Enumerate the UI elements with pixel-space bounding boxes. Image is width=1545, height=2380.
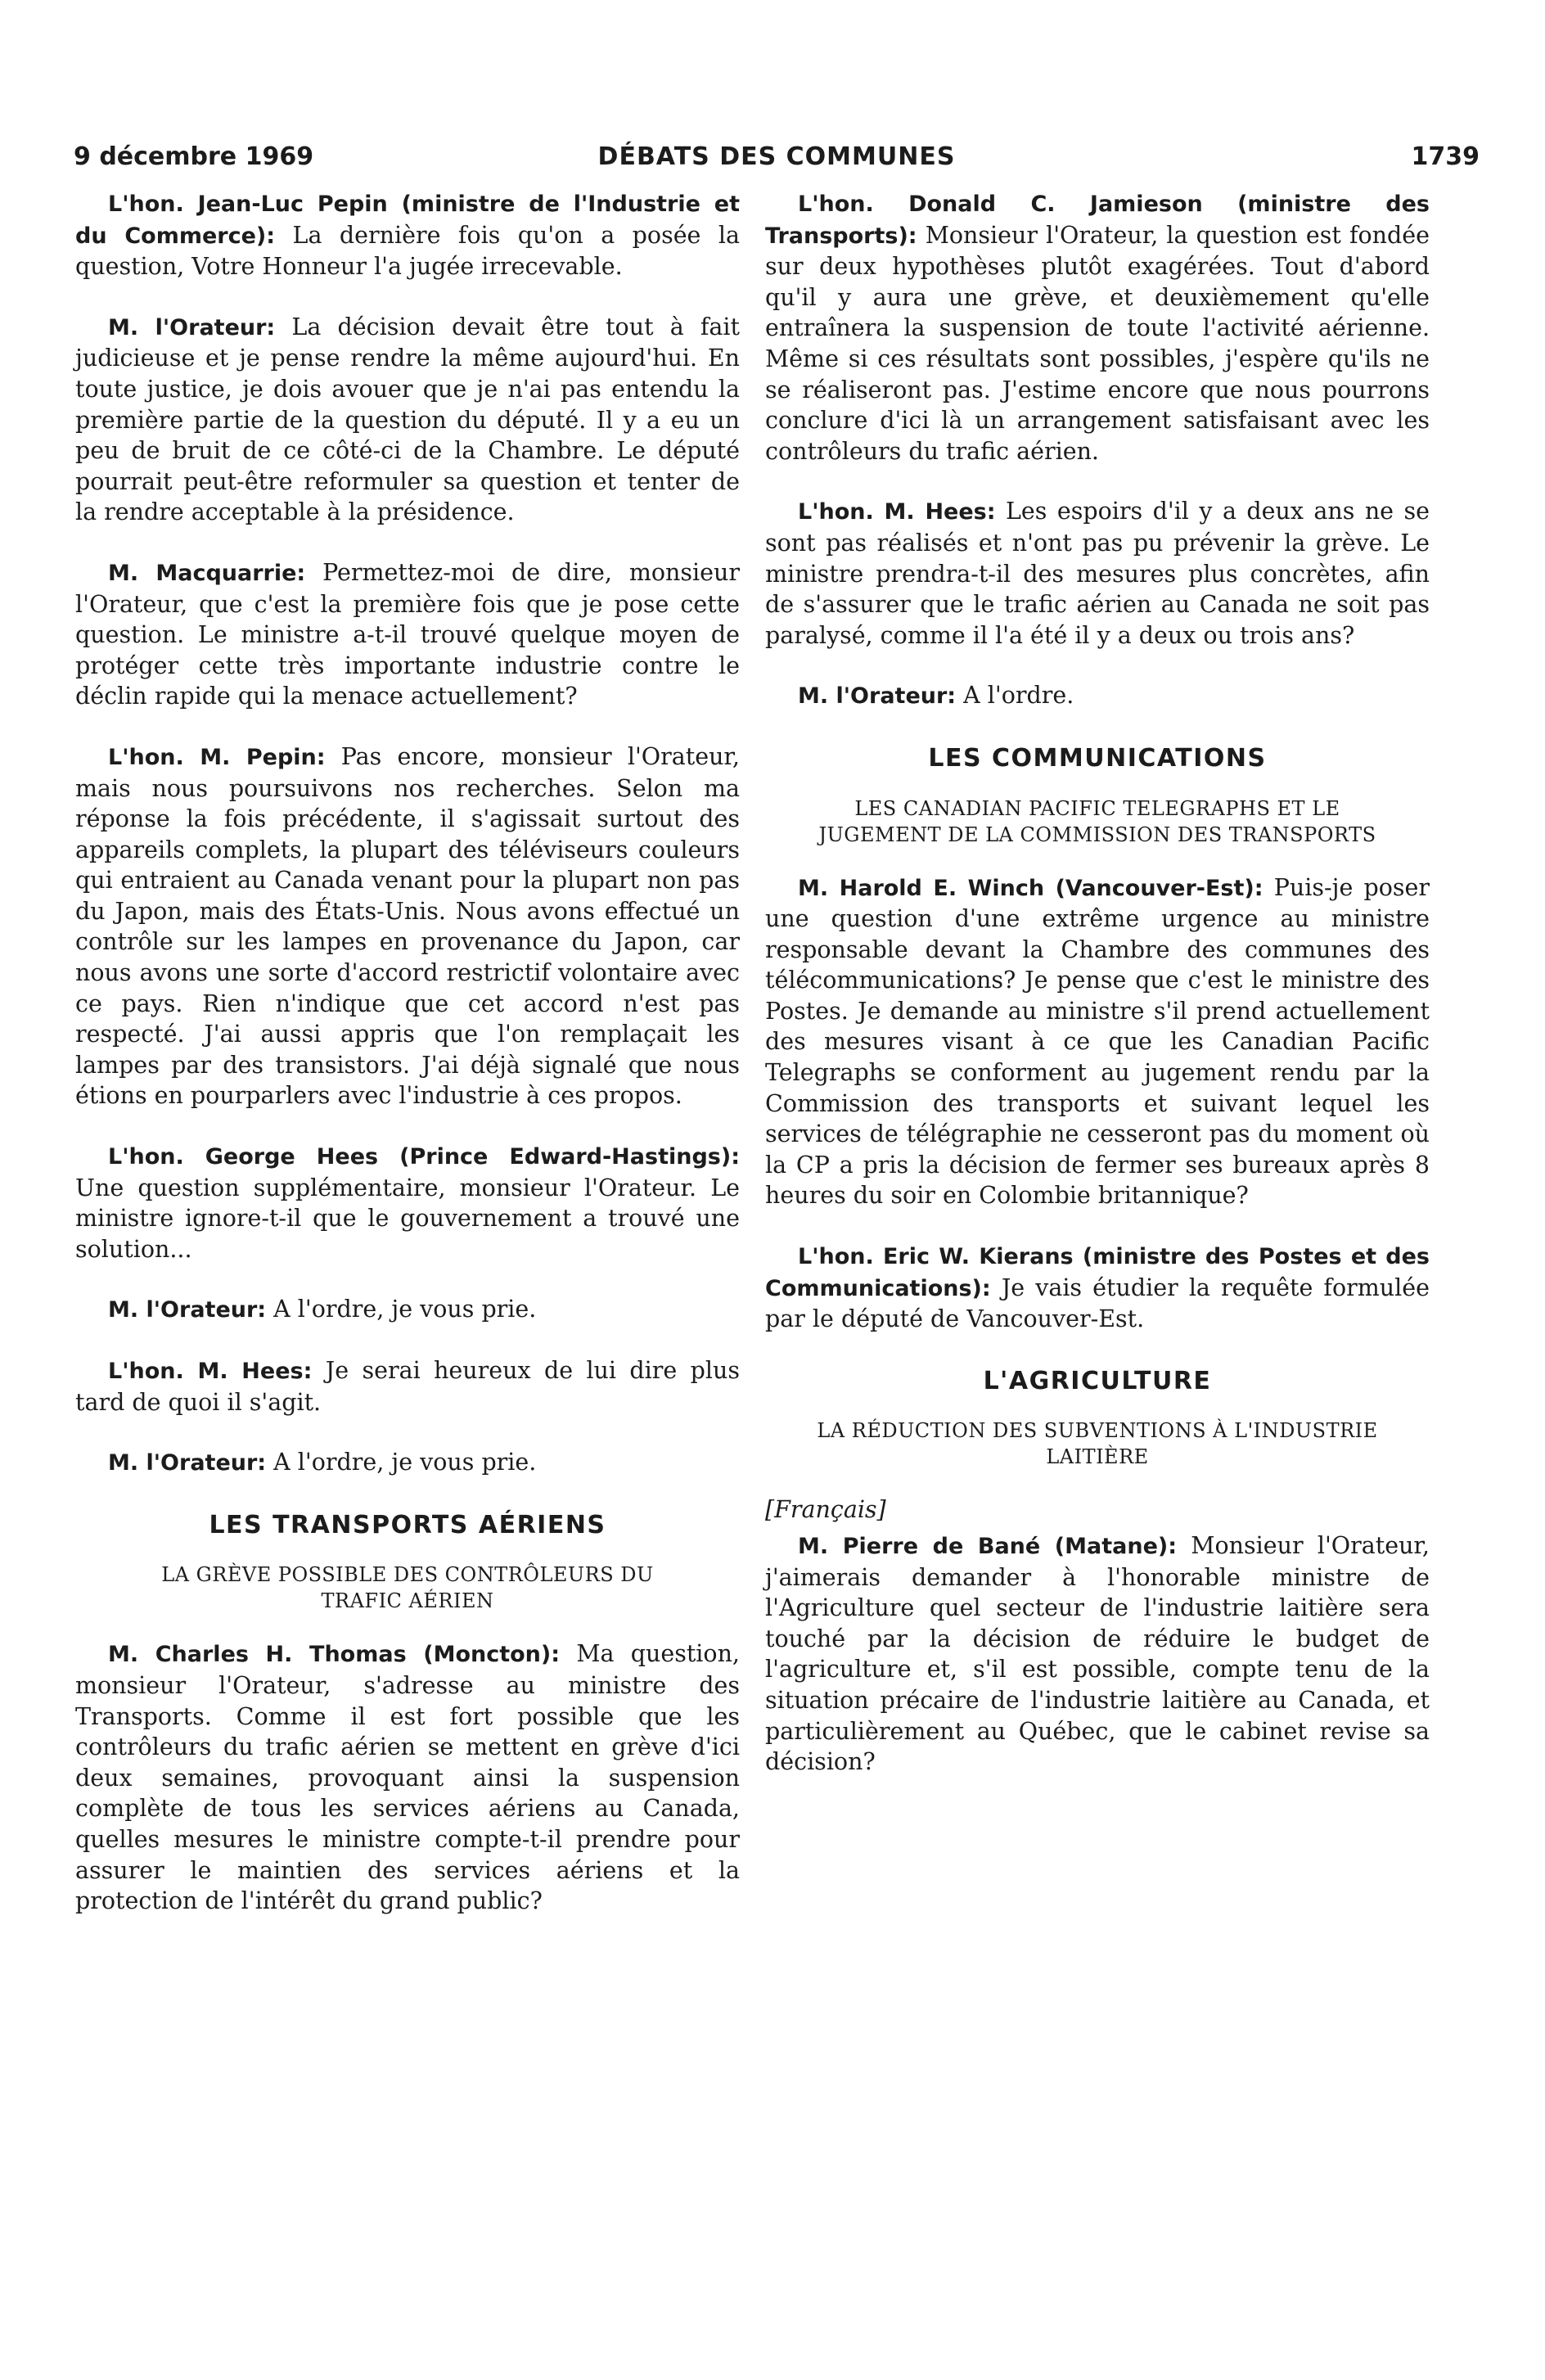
speech-text: Les espoirs d'il y a deux ans ne se sont pas réalisés et n'ont pas pu prévenir la grève. Le ministre prendra-t-il des mesures plus concrètes, afin de s'assurer que le trafic aérien au Canada ne soit pas paralysé, comme il l'a été il y a deux ou trois ans? <box>765 498 1430 649</box>
speech-paragraph <box>765 1530 1430 1778</box>
speech-text: Pas encore, monsieur l'Orateur, mais nous poursuivons nos recherches. Selon ma réponse la fois précédente, il s'agissait surtout des appareils complets, la plupart des téléviseurs couleurs qui entraient au Canada venant pour la plupart non pas du Japon, mais des États-Unis. Nous avons effectué un contrôle sur les lampes en provenance du Japon, car nous avons une sorte d'accord restrictif volontaire avec ce pays. Rien n'indique que cet accord n'est pas respecté. J'ai aussi appris que l'on remplaçait les lampes par des transistors. J'ai déjà signalé que nous étions en pourparlers avec l'industrie à ces propos. <box>75 742 740 1110</box>
header-title: DÉBATS DES COMMUNES <box>597 142 956 171</box>
speech-paragraph <box>75 312 740 528</box>
speech-paragraph <box>765 680 1430 712</box>
speaker-name: M. Harold E. Winch (Vancouver-Est): <box>798 875 1263 901</box>
speech-paragraph <box>75 741 740 1111</box>
speaker-name: L'hon. M. Hees: <box>798 499 996 525</box>
section-heading: LES TRANSPORTS AÉRIENS <box>209 1510 606 1539</box>
speech-paragraph <box>765 188 1430 467</box>
section-subheading: LES CANADIAN PACIFIC TELEGRAPHS ET LE JUGEMENT DE LA COMMISSION DES TRANSPORTS <box>818 796 1376 846</box>
speech-paragraph <box>75 1639 740 1916</box>
speech-paragraph <box>75 1294 740 1326</box>
language-note: [Français] <box>765 1496 886 1524</box>
speech-text: La dernière fois qu'on a posée la question, Votre Honneur l'a jugée irrecevable. <box>75 221 740 281</box>
speech-paragraph <box>75 557 740 712</box>
speech-text: La décision devait être tout à fait judicieuse et je pense rendre la même aujourd'hui. En toute justice, je dois avouer que je n'ai pas entendu la première partie de la question du député. Il y a eu un peu de bruit de ce côté-ci de la Chambre. Le député pourrait peut-être reformuler sa question et tenter de la rendre acceptable à la présidence. <box>75 313 740 526</box>
page-number: 1739 <box>1411 142 1480 171</box>
section-heading: L'AGRICULTURE <box>983 1366 1212 1395</box>
speaker-name: L'hon. George Hees (Prince Edward-Hastings): <box>108 1144 740 1170</box>
speech-paragraph <box>75 1447 740 1479</box>
speaker-name: M. l'Orateur: <box>108 1297 267 1323</box>
speaker-name: M. Charles H. Thomas (Moncton): <box>108 1642 561 1668</box>
speech-text: Permettez-moi de dire, monsieur l'Orateur, que c'est la première fois que je pose cette question. Le ministre a-t-il trouvé quelque moyen de protéger cette très importante industrie contre le déclin rapide qui la menace actuellement? <box>75 558 740 710</box>
speaker-name: M. Pierre de Bané (Matane): <box>798 1534 1178 1559</box>
section-subheading: LA RÉDUCTION DES SUBVENTIONS À L'INDUSTRIE LAITIÈRE <box>817 1419 1378 1469</box>
speaker-name: L'hon. Donald C. Jamieson (ministre des Transports): <box>765 192 1430 249</box>
speech-paragraph <box>75 1355 740 1418</box>
speech-text: Je vais étudier la requête formulée par le député de Vancouver-Est. <box>765 1273 1430 1333</box>
header-date: 9 décembre 1969 <box>74 142 314 171</box>
speech-paragraph <box>765 1241 1430 1335</box>
speech-text: Ma question, monsieur l'Orateur, s'adresse au ministre des Transports. Comme il est fort possible que les contrôleurs du trafic aérien se mettent en grève d'ici deux semaines, provoquant ainsi la suspension complète de tous les services aériens au Canada, quelles mesures le ministre compte-t-il prendre pour assurer le maintien des services aériens et la protection de l'intérêt du grand public? <box>75 1640 740 1915</box>
section-heading: LES COMMUNICATIONS <box>928 743 1267 773</box>
speaker-name: M. l'Orateur: <box>108 314 276 340</box>
speech-text: Monsieur l'Orateur, la question est fondée sur deux hypothèses plutôt exagérées. Tout d'abord qu'il y aura une grève, et deuxièmement qu'elle entraînera la suspension de toute l'activité aérienne. Même si ces résultats sont possibles, j'espère qu'ils ne se réaliseront pas. J'estime encore que nous pourrons conclure d'ici là un arrangement satisfaisant avec les contrôleurs du trafic aérien. <box>765 221 1430 465</box>
speech-text: Monsieur l'Orateur, j'aimerais demander à l'honorable ministre de l'Agriculture quel secteur de l'industrie laitière sera touché par la décision de réduire le budget de l'agriculture et, s'il est possible, compte tenu de la situation précaire de l'industrie laitière au Canada, et particulièrement au Québec, que le cabinet revise sa décision? <box>765 1532 1430 1776</box>
section-subheading: LA GRÈVE POSSIBLE DES CONTRÔLEURS DU TRAFIC AÉRIEN <box>161 1563 654 1613</box>
speech-text: Je serai heureux de lui dire plus tard de quoi il s'agit. <box>75 1357 740 1416</box>
speaker-name: M. Macquarrie: <box>108 560 306 586</box>
right-column <box>765 188 1430 1807</box>
speech-text: Puis-je poser une question d'une extrême urgence au ministre responsable devant la Chambre des communes des télécommunications? Je pense que c'est le ministre des Postes. Je demande au ministre s'il prend actuellement des mesures visant à ce que les Canadian Pacific Telegraphs se conforment au jugement rendu par la Commission des transports et suivant lequel les services de télégraphie ne cesseront pas du moment où la CP a pris la décision de fermer ses bureaux après 8 heures du soir en Colombie britannique? <box>765 873 1430 1210</box>
speaker-name: L'hon. Jean-Luc Pepin (ministre de l'Industrie et du Commerce): <box>75 192 740 249</box>
speaker-name: M. l'Orateur: <box>108 1450 267 1476</box>
speech-paragraph <box>75 188 740 282</box>
speech-paragraph <box>765 496 1430 651</box>
speaker-name: M. l'Orateur: <box>798 683 957 710</box>
speaker-name: L'hon. Eric W. Kierans (ministre des Postes et des Communications): <box>765 1244 1430 1301</box>
speech-text: Une question supplémentaire, monsieur l'Orateur. Le ministre ignore-t-il que le gouvernement a trouvé une solution... <box>75 1174 740 1263</box>
speech-paragraph <box>765 872 1430 1212</box>
speaker-name: L'hon. M. Hees: <box>108 1359 313 1384</box>
speaker-name: L'hon. M. Pepin: <box>108 744 326 770</box>
running-head <box>74 139 1480 175</box>
left-column <box>75 188 740 1946</box>
speech-text: A l'ordre, je vous prie. <box>266 1296 537 1323</box>
speech-text: A l'ordre. <box>956 682 1074 710</box>
speech-text: A l'ordre, je vous prie. <box>266 1449 537 1476</box>
speech-paragraph <box>75 1141 740 1264</box>
